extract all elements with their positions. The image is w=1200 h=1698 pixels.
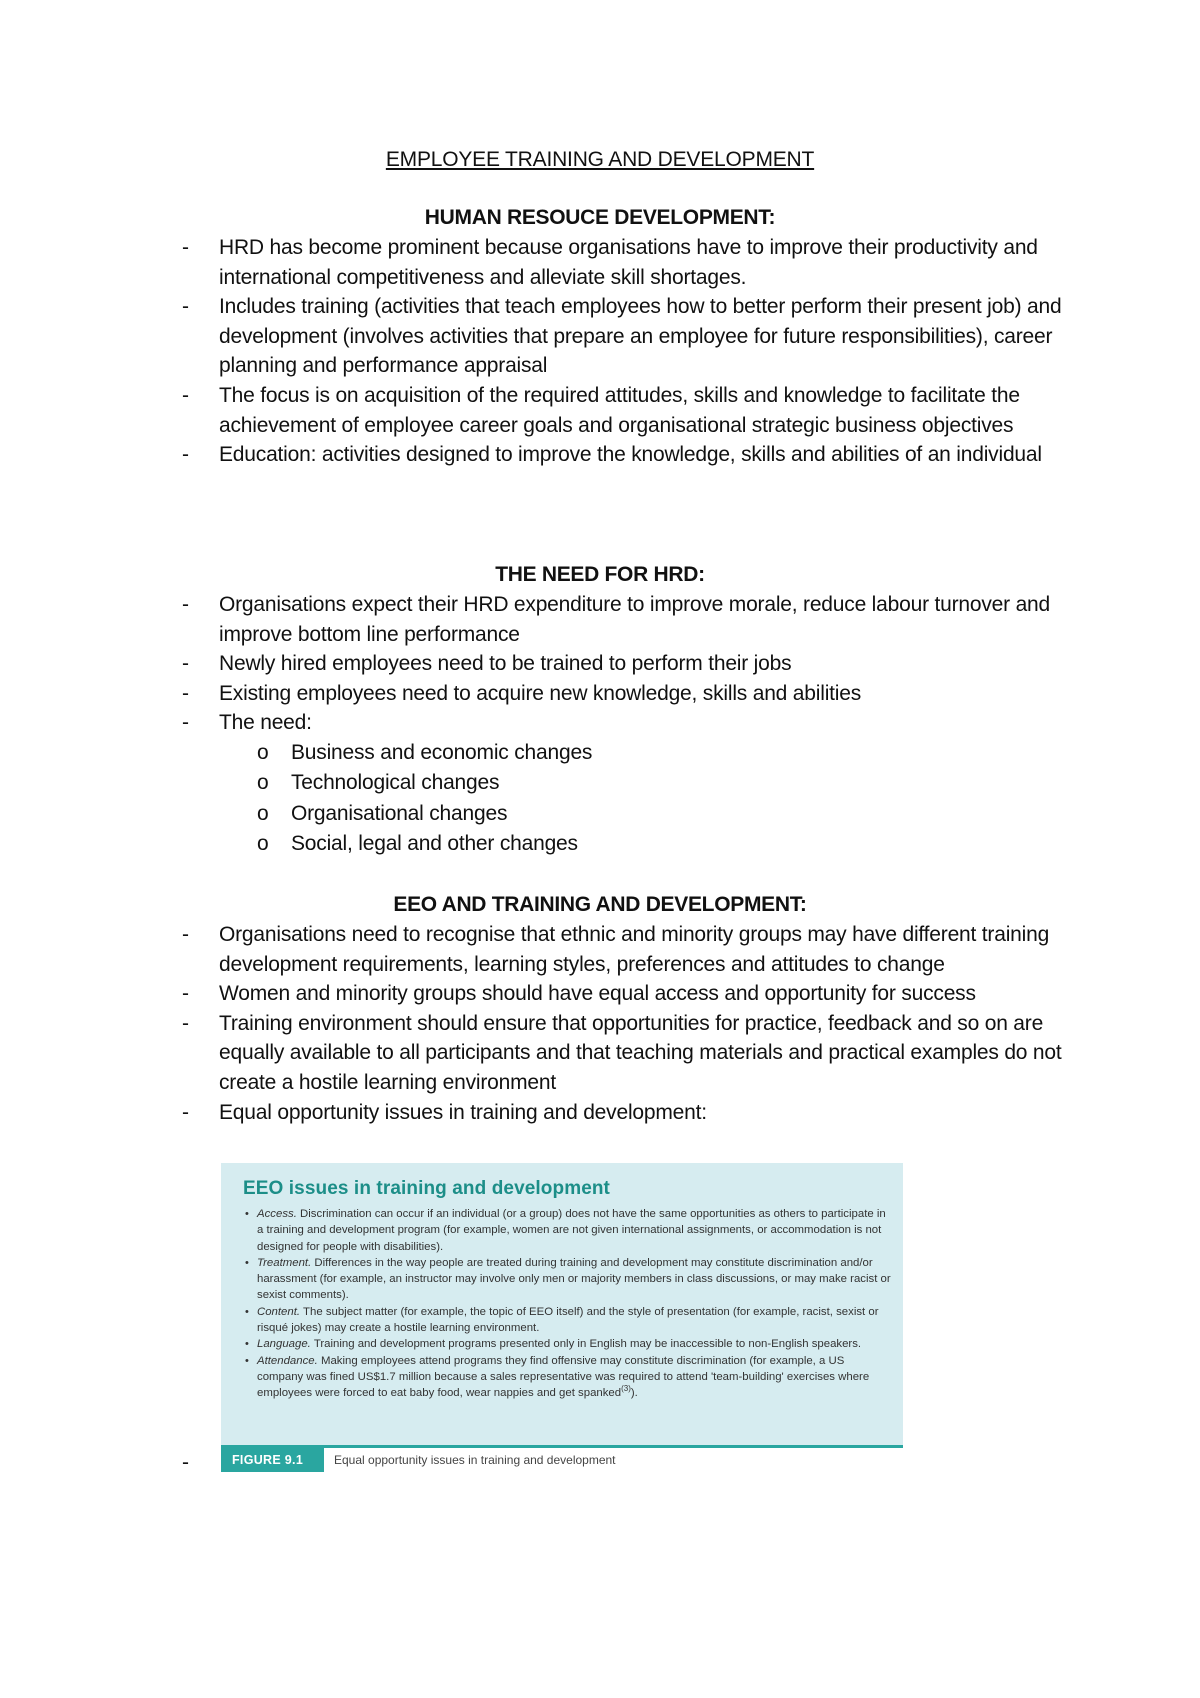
figure-item-term: Attendance. [257,1354,318,1367]
list-item [180,649,1080,679]
list-need [180,590,1080,860]
figure-item-text: Discrimination can occur if an individual (or a group) does not have the same opportunities as others to participate in a training and development program (for example, women are not given international assignments, or accommodation is not designed for people with disabilities). [257,1208,886,1253]
heading-hrd: HUMAN RESOUCE DEVELOPMENT: [424,206,776,229]
list-item-text: Women and minority groups should have equal access and opportunity for success [219,982,976,1006]
list-item [180,920,1080,979]
dash-bullet: - [182,923,189,946]
figure-list-item [243,1353,891,1402]
eeo-figure [221,1163,903,1469]
circle-bullet: o [257,771,269,795]
list-item [180,381,1080,440]
list-hrd [180,233,1080,470]
sub-list-item [219,799,1080,830]
list-item [180,1009,1080,1098]
sub-list-item-text: Social, legal and other changes [291,832,578,856]
circle-bullet: o [257,801,269,825]
list-item [180,708,1080,860]
list-item-text: Equal opportunity issues in training and development: [219,1100,707,1124]
list-item-text: Organisations expect their HRD expenditure to improve morale, reduce labour turnover and improve bottom line performance [219,593,1051,646]
dash-bullet: - [182,593,189,616]
list-item [180,1098,1080,1128]
dash-bullet: - [182,652,189,676]
list-item [180,233,1080,292]
dot-bullet: • [245,1338,249,1351]
figure-item-term: Content. [257,1305,301,1318]
dash-bullet: - [182,295,189,319]
sub-list-item-text: Business and economic changes [291,740,593,764]
circle-bullet: o [257,832,269,856]
dash-bullet: - [182,383,189,407]
figure-item-term: Language. [257,1338,311,1351]
list-item [180,440,1080,470]
sub-list-item [219,829,1080,860]
figure-item-term: Treatment. [257,1256,312,1269]
sub-list-item-text: Technological changes [291,771,500,795]
figure-item-term: Access. [257,1208,297,1220]
figure-panel [221,1163,903,1448]
list-item [180,979,1080,1009]
dash-bullet: - [182,681,189,705]
figure-label: FIGURE 9.1 [221,1448,324,1472]
trailing-dash-bullet: - [182,1451,189,1474]
list-item-text: Newly hired employees need to be trained to perform their jobs [219,652,792,676]
figure-list-item [243,1304,891,1337]
figure-list [243,1206,891,1402]
dot-bullet: • [245,1305,249,1318]
figure-item-text: The subject matter (for example, the topic of EEO itself) and the style of presentation (for example, racist, sexist or risqué jokes) may create a hostile learning environment. [257,1305,879,1335]
dash-bullet: - [182,1011,189,1035]
list-item-text: The focus is on acquisition of the required attitudes, skills and knowledge to facilitate the achievement of employee career goals and organisational strategic business objectives [219,383,1020,437]
sub-list-item [219,768,1080,799]
figure-caption-bar [221,1448,903,1472]
dash-bullet: - [182,1100,189,1124]
figure-item-text: Training and development programs presented only in English may be inaccessible to non-English speakers. [310,1338,862,1351]
figure-item-text: Making employees attend programs they find offensive may constitute discrimination (for example, a US company was fined US$1.7 million because a sales representative was required to attend 'team-building' exercises where employees were forced to eat baby food, wear nappies and get spanked [257,1354,870,1400]
heading-eeo: EEO AND TRAINING AND DEVELOPMENT: [393,893,807,916]
list-eeo [180,920,1080,1127]
dash-bullet: - [182,711,189,735]
figure-item-end: ). [630,1387,638,1400]
document-title: EMPLOYEE TRAINING AND DEVELOPMENT [385,148,815,171]
sub-list-item-text: Organisational changes [291,801,508,825]
heading-need: THE NEED FOR HRD: [495,563,705,586]
figure-item-text: Differences in the way people are treated during training and development may constitute discrimination and/or harassment (for example, an instructor may involve only men or majority members in class discussions, or may make racist or sexist comments). [257,1256,891,1302]
reference-superscript: (3) [621,1384,631,1394]
sub-list-needs [219,738,1080,860]
figure-list-item [243,1206,891,1255]
dash-bullet: - [182,982,189,1006]
sub-list-item [219,738,1080,769]
circle-bullet: o [257,740,269,764]
list-item-text: Existing employees need to acquire new knowledge, skills and abilities [219,681,862,705]
figure-list-item [243,1255,891,1304]
dot-bullet: • [245,1354,249,1367]
list-item-text: HRD has become prominent because organisations have to improve their productivity and international competitiveness and alleviate skill shortages. [219,236,1038,289]
figure-caption: Equal opportunity issues in training and development [334,1453,616,1467]
list-item [180,679,1080,709]
figure-list-item [243,1336,891,1352]
dot-bullet: • [245,1208,249,1220]
figure-title: EEO issues in training and development [243,1178,610,1199]
dot-bullet: • [245,1256,249,1269]
list-item-text: Education: activities designed to improve the knowledge, skills and abilities of an individual [219,443,1042,467]
list-item-text: Training environment should ensure that opportunities for practice, feedback and so on are equally available to all participants and that teaching materials and practical examples do not create a hostile learning environment [219,1011,1062,1094]
list-item [180,292,1080,381]
list-item-text: Organisations need to recognise that ethnic and minority groups may have different training development requirements, learning styles, preferences and attitudes to change [219,923,1050,976]
list-item-text: Includes training (activities that teach employees how to better perform their present job) and development (involves activities that prepare an employee for future responsibilities), career planning and performance appraisal [219,295,1062,378]
list-item [180,590,1080,649]
list-item-text: The need: [219,711,312,735]
dash-bullet: - [182,236,189,259]
dash-bullet: - [182,443,189,467]
